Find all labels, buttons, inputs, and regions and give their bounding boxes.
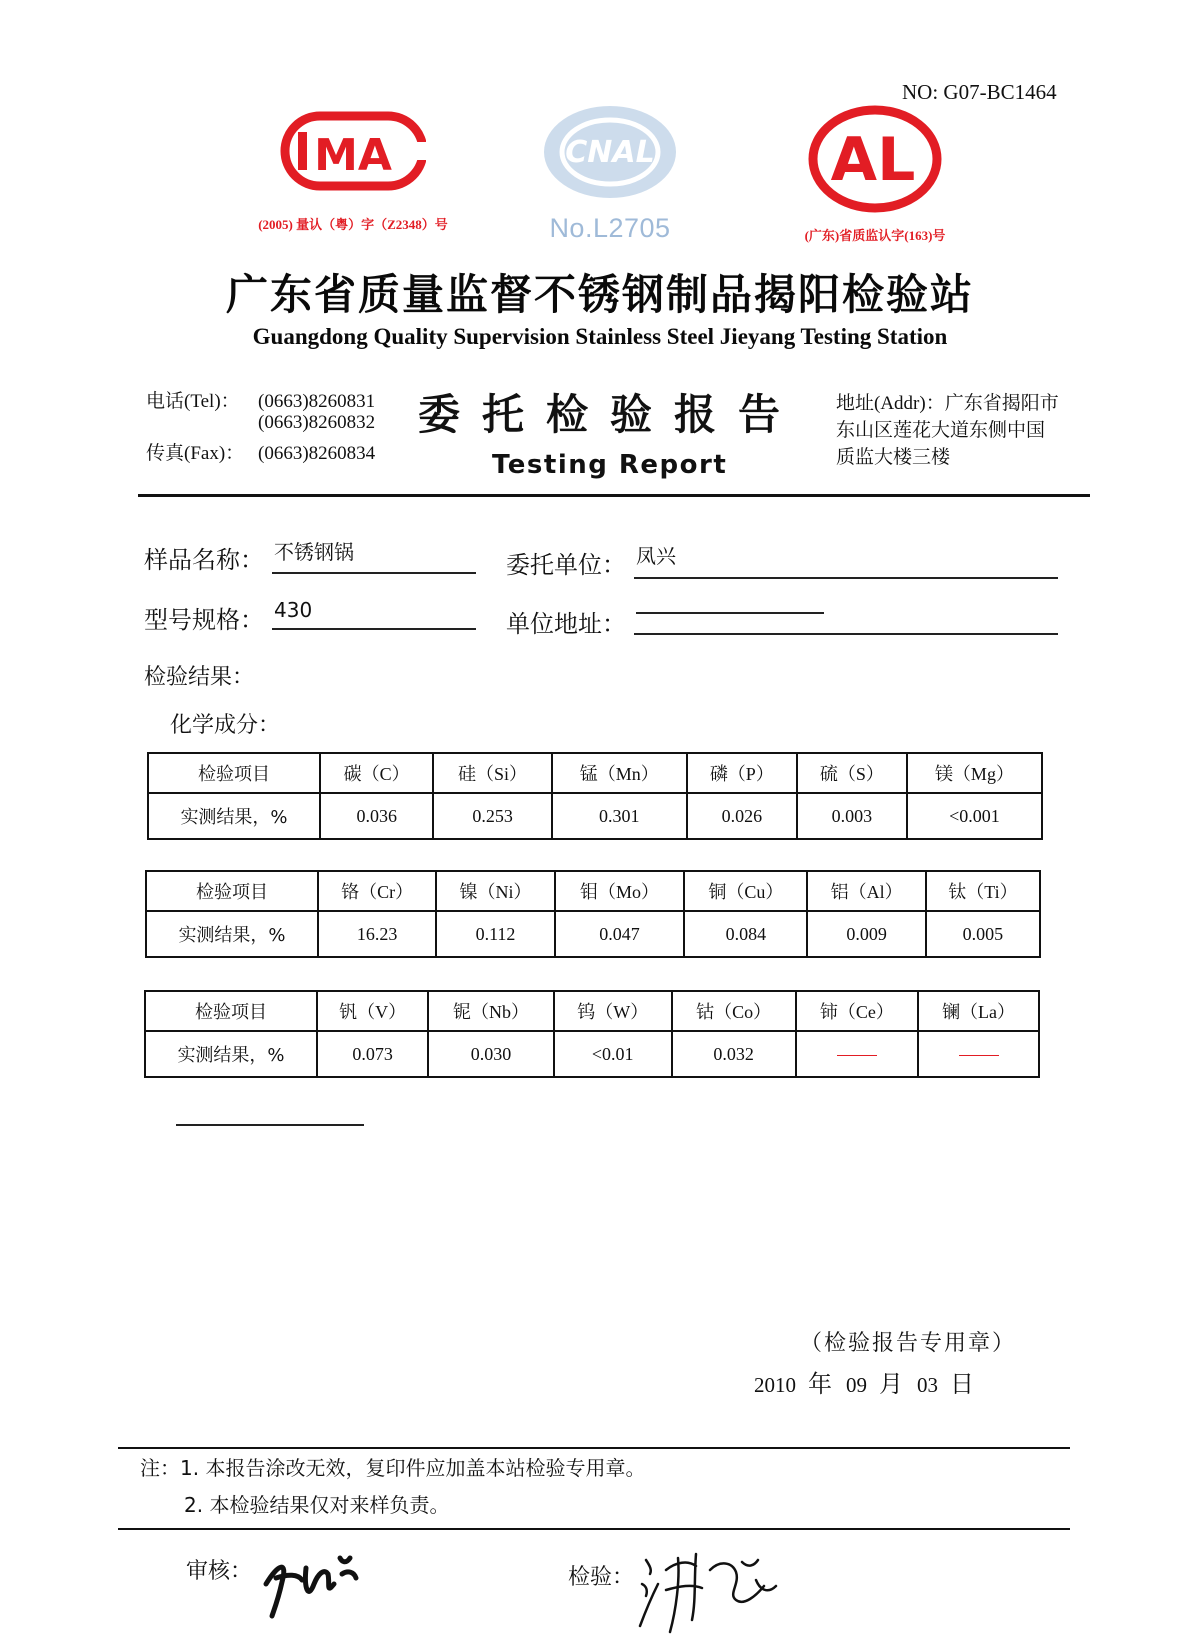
element-header: 硅（Si） bbox=[433, 753, 551, 793]
element-header: 铬（Cr） bbox=[318, 871, 436, 911]
stamp-note: （检验报告专用章） bbox=[800, 1331, 1017, 1356]
reviewer-signature bbox=[258, 1544, 398, 1624]
result-label-cell: 实测结果，% bbox=[146, 911, 318, 957]
svg-text:CNAL: CNAL bbox=[565, 135, 655, 170]
element-header: 钴（Co） bbox=[672, 991, 796, 1031]
date-day: 03 bbox=[917, 1373, 938, 1397]
element-header: 镁（Mg） bbox=[907, 753, 1042, 793]
address-line-2: 东山区莲花大道东侧中国 bbox=[836, 420, 1046, 441]
sample-name-label: 样品名称： bbox=[144, 546, 264, 574]
al-logo bbox=[807, 104, 943, 214]
result-value: 0.032 bbox=[672, 1031, 796, 1077]
date-month-unit: 月 bbox=[879, 1370, 903, 1398]
address-line-3: 质监大楼三楼 bbox=[836, 447, 951, 468]
item-label-cell: 检验项目 bbox=[148, 753, 320, 793]
sample-name-value: 不锈钢锅 bbox=[274, 540, 354, 564]
cma-caption: (2005) 量认（粤）字（Z2348）号 bbox=[258, 217, 448, 232]
report-number: NO: G07-BC1464 bbox=[902, 80, 1057, 104]
sample-name-underline bbox=[272, 572, 476, 574]
result-value: 0.112 bbox=[436, 911, 554, 957]
result-value: 0.009 bbox=[807, 911, 925, 957]
element-header: 铝（Al） bbox=[807, 871, 925, 911]
note-2: 2. 本检验结果仅对来样负责。 bbox=[184, 1493, 450, 1517]
table-value-row bbox=[148, 793, 1042, 839]
table-value-row bbox=[146, 911, 1040, 957]
notes-bottom-rule bbox=[118, 1528, 1070, 1530]
result-value: 0.005 bbox=[926, 911, 1040, 957]
result-value: 0.030 bbox=[428, 1031, 554, 1077]
address-block bbox=[836, 390, 1096, 471]
result-empty-dash bbox=[918, 1031, 1039, 1077]
element-header: 镍（Ni） bbox=[436, 871, 554, 911]
fax-number: (0663)8260834 bbox=[258, 443, 376, 464]
fax-label: 传真(Fax)： bbox=[146, 443, 245, 464]
cnal-logo bbox=[534, 98, 686, 206]
item-label-cell: 检验项目 bbox=[145, 991, 317, 1031]
chemical-composition-heading: 化学成分： bbox=[170, 713, 281, 738]
cma-logo bbox=[280, 110, 426, 192]
results-table-3 bbox=[144, 990, 1040, 1078]
client-address-short-line bbox=[636, 612, 824, 614]
element-header: 碳（C） bbox=[320, 753, 433, 793]
element-header: 铌（Nb） bbox=[428, 991, 554, 1031]
element-header: 镧（La） bbox=[918, 991, 1039, 1031]
client-address-label: 单位地址： bbox=[506, 610, 626, 638]
result-value: <0.01 bbox=[554, 1031, 672, 1077]
note-1 bbox=[140, 1450, 645, 1487]
reviewer-label: 审核： bbox=[186, 1559, 253, 1584]
result-value: 16.23 bbox=[318, 911, 436, 957]
client-address-underline bbox=[634, 633, 1058, 635]
tel-line-1 bbox=[146, 386, 375, 413]
organization-name-en: Guangdong Quality Supervision Stainless Steel Jieyang Testing Station bbox=[252, 324, 948, 349]
results-table-2 bbox=[145, 870, 1041, 958]
fax-line bbox=[146, 438, 375, 465]
date-day-unit: 日 bbox=[950, 1370, 974, 1398]
tel-label: 电话(Tel)： bbox=[146, 391, 240, 412]
table-header-row bbox=[145, 991, 1039, 1031]
result-value: 0.036 bbox=[320, 793, 433, 839]
results-table-1 bbox=[147, 752, 1043, 840]
element-header: 硫（S） bbox=[797, 753, 907, 793]
result-value: 0.253 bbox=[433, 793, 551, 839]
report-title-cn: 委托检验报告 bbox=[418, 390, 803, 439]
element-header: 磷（P） bbox=[687, 753, 797, 793]
result-empty-dash bbox=[796, 1031, 918, 1077]
model-value: 430 bbox=[274, 598, 313, 622]
report-title-en: Testing Report bbox=[492, 450, 728, 480]
inspector-label: 检验： bbox=[568, 1565, 635, 1590]
empty-dash-mark bbox=[959, 1055, 999, 1057]
element-header: 铜（Cu） bbox=[684, 871, 807, 911]
element-header: 锰（Mn） bbox=[552, 753, 687, 793]
model-label: 型号规格： bbox=[144, 606, 264, 634]
tel-number-1: (0663)8260831 bbox=[258, 391, 376, 412]
address-line-1: 地址(Addr)：广东省揭阳市 bbox=[836, 393, 1059, 414]
element-header: 钼（Mo） bbox=[555, 871, 685, 911]
svg-text:AL: AL bbox=[830, 125, 916, 195]
results-heading: 检验结果： bbox=[144, 665, 255, 690]
date-month: 09 bbox=[846, 1373, 867, 1397]
element-header: 钛（Ti） bbox=[926, 871, 1040, 911]
element-header: 钨（W） bbox=[554, 991, 672, 1031]
result-value: 0.301 bbox=[552, 793, 687, 839]
result-label-cell: 实测结果，% bbox=[148, 793, 320, 839]
result-value: 0.084 bbox=[684, 911, 807, 957]
inspector-signature bbox=[636, 1540, 786, 1640]
client-label: 委托单位： bbox=[506, 551, 626, 579]
notes-top-rule bbox=[118, 1447, 1070, 1449]
date-year-unit: 年 bbox=[808, 1370, 832, 1398]
tel-line-2 bbox=[146, 412, 375, 434]
result-value: 0.003 bbox=[797, 793, 907, 839]
report-date bbox=[754, 1364, 988, 1399]
date-year: 2010 bbox=[754, 1373, 796, 1397]
client-value: 凤兴 bbox=[636, 544, 676, 568]
table-header-row bbox=[148, 753, 1042, 793]
tel-number-2: (0663)8260832 bbox=[258, 412, 376, 433]
note-1-text: 1. 本报告涂改无效，复印件应加盖本站检验专用章。 bbox=[180, 1456, 646, 1480]
header-divider bbox=[138, 494, 1090, 497]
element-header: 钒（V） bbox=[317, 991, 428, 1031]
note-prefix: 注： bbox=[140, 1456, 180, 1480]
table-value-row bbox=[145, 1031, 1039, 1077]
element-header: 铈（Ce） bbox=[796, 991, 918, 1031]
organization-name-cn: 广东省质量监督不锈钢制品揭阳检验站 bbox=[225, 270, 974, 319]
cnal-number: No.L2705 bbox=[549, 213, 671, 243]
result-value: 0.047 bbox=[555, 911, 685, 957]
svg-text:MA: MA bbox=[314, 130, 392, 181]
result-label-cell: 实测结果，% bbox=[145, 1031, 317, 1077]
notes-block bbox=[140, 1450, 645, 1524]
item-label-cell: 检验项目 bbox=[146, 871, 318, 911]
blank-underline bbox=[176, 1124, 364, 1126]
table-header-row bbox=[146, 871, 1040, 911]
result-value: 0.026 bbox=[687, 793, 797, 839]
result-value: 0.073 bbox=[317, 1031, 428, 1077]
result-value: <0.001 bbox=[907, 793, 1042, 839]
model-underline bbox=[272, 628, 476, 630]
client-underline bbox=[634, 577, 1058, 579]
al-caption: (广东)省质监认字(163)号 bbox=[804, 228, 946, 243]
empty-dash-mark bbox=[837, 1055, 877, 1057]
